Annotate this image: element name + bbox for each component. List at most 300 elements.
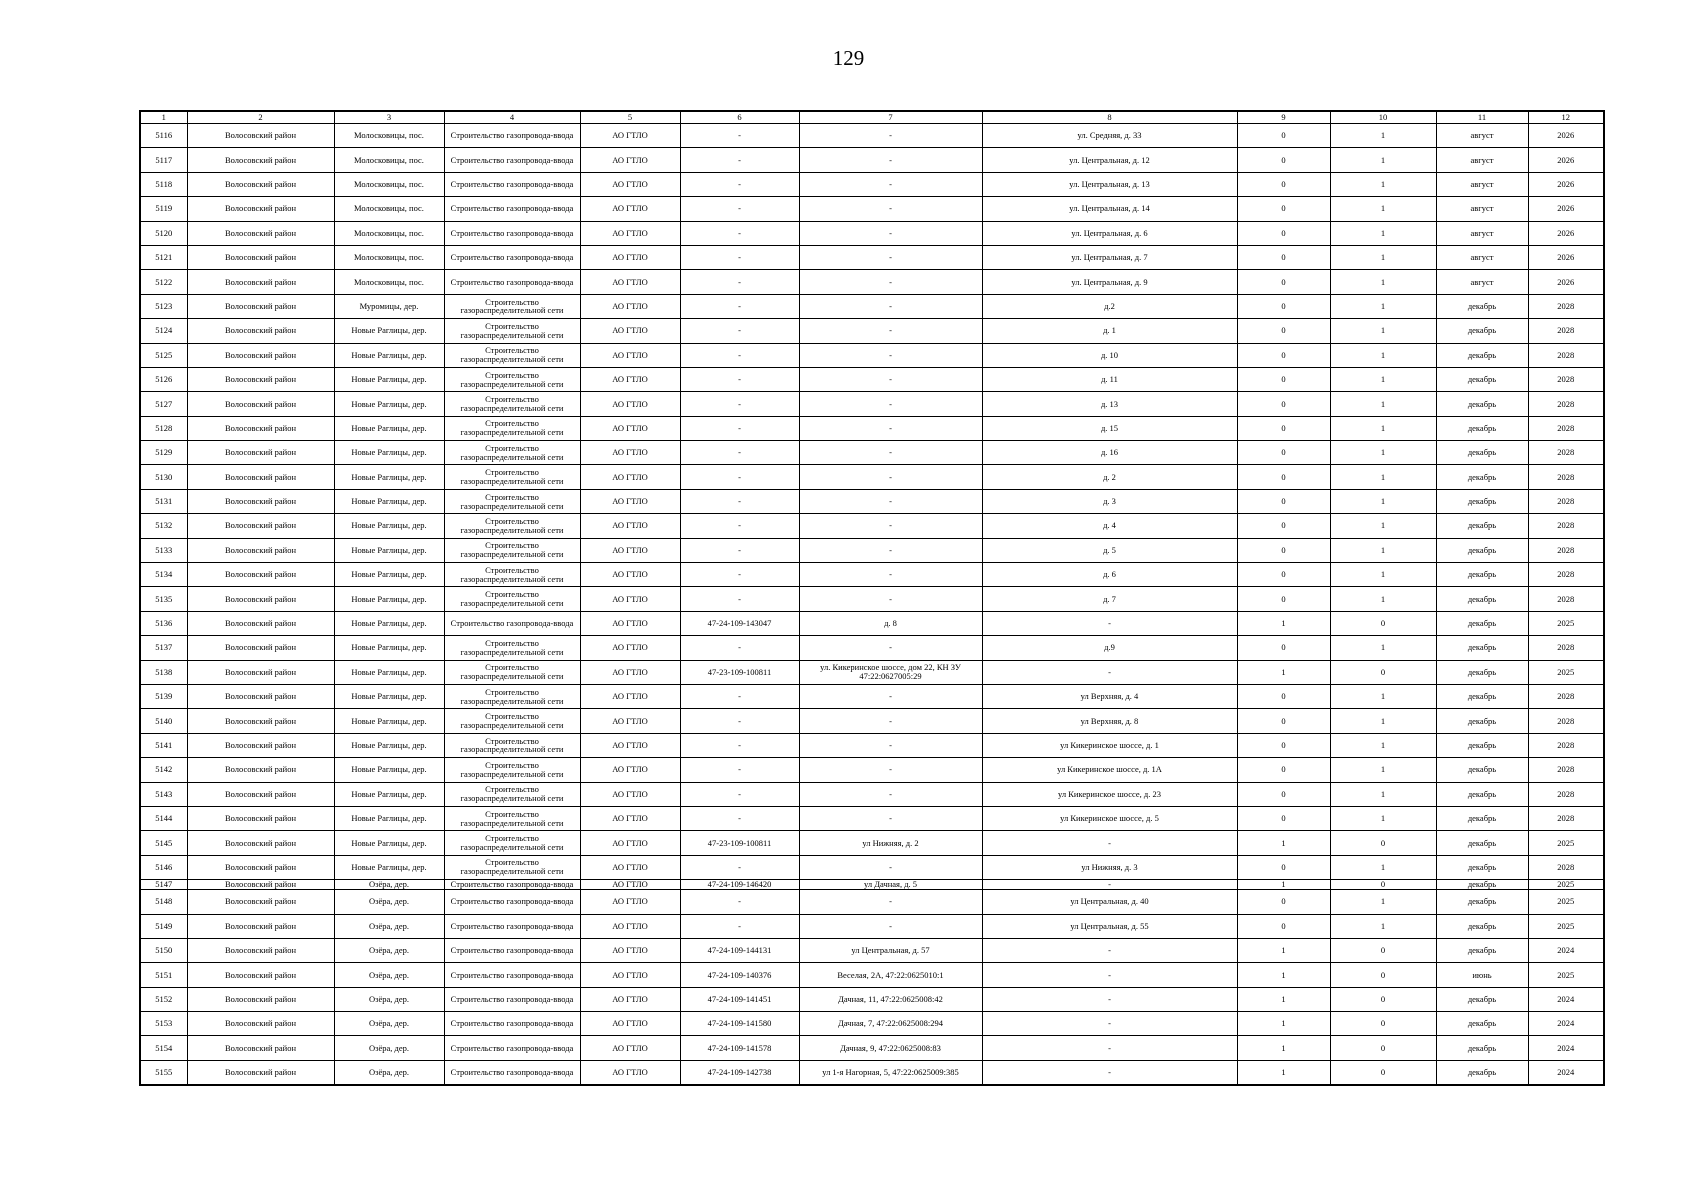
row-number-cell: 5124	[140, 319, 187, 343]
month-cell: декабрь	[1436, 538, 1528, 562]
district-cell: Волосовский район	[187, 197, 334, 221]
table-row	[140, 270, 1604, 294]
application-number-cell: 47-24-109-142738	[680, 1060, 799, 1084]
row-number-cell: 5152	[140, 987, 187, 1011]
application-number-cell: 47-24-109-146420	[680, 880, 799, 890]
month-cell: декабрь	[1436, 987, 1528, 1011]
application-number-cell: -	[680, 221, 799, 245]
table-row	[140, 890, 1604, 914]
month-cell: декабрь	[1436, 367, 1528, 391]
organization-cell: АО ГТЛО	[580, 514, 680, 538]
count-a-cell: 0	[1237, 245, 1330, 269]
application-number-cell: -	[680, 914, 799, 938]
table-row	[140, 831, 1604, 855]
row-number-cell: 5145	[140, 831, 187, 855]
object-address-cell: ул. Центральная, д. 6	[982, 221, 1237, 245]
address-cell: -	[799, 806, 982, 830]
table-row	[140, 563, 1604, 587]
application-number-cell: -	[680, 538, 799, 562]
address-cell: -	[799, 392, 982, 416]
object-address-cell: -	[982, 611, 1237, 635]
count-a-cell: 0	[1237, 343, 1330, 367]
month-cell: декабрь	[1436, 416, 1528, 440]
count-b-cell: 0	[1330, 963, 1436, 987]
year-cell: 2024	[1528, 987, 1604, 1011]
work-type-cell: Строительство газораспределительной сети	[444, 684, 580, 708]
work-type-cell: Строительство газораспределительной сети	[444, 782, 580, 806]
row-number-cell: 5153	[140, 1012, 187, 1036]
month-cell: декабрь	[1436, 636, 1528, 660]
count-a-cell: 0	[1237, 914, 1330, 938]
work-type-cell: Строительство газораспределительной сети	[444, 416, 580, 440]
row-number-cell: 5154	[140, 1036, 187, 1060]
year-cell: 2028	[1528, 441, 1604, 465]
district-cell: Волосовский район	[187, 684, 334, 708]
application-number-cell: -	[680, 514, 799, 538]
application-number-cell: -	[680, 416, 799, 440]
district-cell: Волосовский район	[187, 709, 334, 733]
month-cell: декабрь	[1436, 709, 1528, 733]
year-cell: 2025	[1528, 963, 1604, 987]
count-b-cell: 1	[1330, 636, 1436, 660]
column-header: 2	[187, 111, 334, 124]
row-number-cell: 5132	[140, 514, 187, 538]
column-header: 5	[580, 111, 680, 124]
month-cell: декабрь	[1436, 587, 1528, 611]
organization-cell: АО ГТЛО	[580, 758, 680, 782]
application-number-cell: 47-24-109-141451	[680, 987, 799, 1011]
year-cell: 2028	[1528, 416, 1604, 440]
count-a-cell: 0	[1237, 709, 1330, 733]
settlement-cell: Новые Раглицы, дер.	[334, 538, 444, 562]
count-b-cell: 1	[1330, 392, 1436, 416]
object-address-cell: -	[982, 1060, 1237, 1084]
settlement-cell: Молосковицы, пос.	[334, 221, 444, 245]
application-number-cell: 47-24-109-144131	[680, 938, 799, 962]
count-b-cell: 0	[1330, 660, 1436, 684]
organization-cell: АО ГТЛО	[580, 563, 680, 587]
object-address-cell: ул Кикеринское шоссе, д. 23	[982, 782, 1237, 806]
work-type-cell: Строительство газораспределительной сети	[444, 563, 580, 587]
settlement-cell: Новые Раглицы, дер.	[334, 367, 444, 391]
count-b-cell: 1	[1330, 709, 1436, 733]
settlement-cell: Новые Раглицы, дер.	[334, 709, 444, 733]
year-cell: 2025	[1528, 611, 1604, 635]
object-address-cell: д. 11	[982, 367, 1237, 391]
application-number-cell: -	[680, 684, 799, 708]
object-address-cell: -	[982, 1012, 1237, 1036]
row-number-cell: 5150	[140, 938, 187, 962]
work-type-cell: Строительство газопровода-ввода	[444, 914, 580, 938]
month-cell: декабрь	[1436, 684, 1528, 708]
work-type-cell: Строительство газораспределительной сети	[444, 660, 580, 684]
count-a-cell: 0	[1237, 782, 1330, 806]
count-b-cell: 1	[1330, 270, 1436, 294]
settlement-cell: Озёра, дер.	[334, 1036, 444, 1060]
count-b-cell: 0	[1330, 938, 1436, 962]
object-address-cell: ул Кикеринское шоссе, д. 5	[982, 806, 1237, 830]
table-row	[140, 441, 1604, 465]
settlement-cell: Новые Раглицы, дер.	[334, 489, 444, 513]
district-cell: Волосовский район	[187, 441, 334, 465]
count-a-cell: 1	[1237, 1036, 1330, 1060]
settlement-cell: Новые Раглицы, дер.	[334, 782, 444, 806]
table-row	[140, 880, 1604, 890]
work-type-cell: Строительство газораспределительной сети	[444, 489, 580, 513]
settlement-cell: Озёра, дер.	[334, 938, 444, 962]
object-address-cell: ул. Центральная, д. 7	[982, 245, 1237, 269]
count-a-cell: 0	[1237, 221, 1330, 245]
work-type-cell: Строительство газораспределительной сети	[444, 709, 580, 733]
application-number-cell: 47-23-109-100811	[680, 831, 799, 855]
organization-cell: АО ГТЛО	[580, 148, 680, 172]
settlement-cell: Молосковицы, пос.	[334, 172, 444, 196]
year-cell: 2028	[1528, 343, 1604, 367]
district-cell: Волосовский район	[187, 636, 334, 660]
address-cell: -	[799, 221, 982, 245]
application-number-cell: 47-24-109-140376	[680, 963, 799, 987]
district-cell: Волосовский район	[187, 514, 334, 538]
month-cell: декабрь	[1436, 441, 1528, 465]
count-b-cell: 1	[1330, 245, 1436, 269]
application-number-cell: -	[680, 890, 799, 914]
row-number-cell: 5144	[140, 806, 187, 830]
count-b-cell: 1	[1330, 806, 1436, 830]
year-cell: 2028	[1528, 563, 1604, 587]
count-b-cell: 1	[1330, 221, 1436, 245]
district-cell: Волосовский район	[187, 733, 334, 757]
district-cell: Волосовский район	[187, 416, 334, 440]
row-number-cell: 5141	[140, 733, 187, 757]
count-a-cell: 0	[1237, 392, 1330, 416]
settlement-cell: Новые Раглицы, дер.	[334, 733, 444, 757]
row-number-cell: 5155	[140, 1060, 187, 1084]
application-number-cell: -	[680, 441, 799, 465]
count-a-cell: 0	[1237, 890, 1330, 914]
object-address-cell: д. 7	[982, 587, 1237, 611]
count-a-cell: 0	[1237, 465, 1330, 489]
count-a-cell: 0	[1237, 684, 1330, 708]
organization-cell: АО ГТЛО	[580, 890, 680, 914]
month-cell: декабрь	[1436, 319, 1528, 343]
column-header: 6	[680, 111, 799, 124]
district-cell: Волосовский район	[187, 392, 334, 416]
settlement-cell: Новые Раглицы, дер.	[334, 416, 444, 440]
settlement-cell: Озёра, дер.	[334, 1060, 444, 1084]
count-b-cell: 1	[1330, 319, 1436, 343]
year-cell: 2025	[1528, 890, 1604, 914]
row-number-cell: 5125	[140, 343, 187, 367]
address-cell: -	[799, 245, 982, 269]
page-number: 129	[832, 46, 865, 70]
district-cell: Волосовский район	[187, 963, 334, 987]
register-table	[139, 110, 1605, 1086]
row-number-cell: 5129	[140, 441, 187, 465]
count-a-cell: 0	[1237, 636, 1330, 660]
work-type-cell: Строительство газораспределительной сети	[444, 392, 580, 416]
table-row	[140, 684, 1604, 708]
month-cell: декабрь	[1436, 1036, 1528, 1060]
object-address-cell: -	[982, 1036, 1237, 1060]
month-cell: декабрь	[1436, 294, 1528, 318]
application-number-cell: -	[680, 343, 799, 367]
work-type-cell: Строительство газопровода-ввода	[444, 270, 580, 294]
month-cell: декабрь	[1436, 855, 1528, 879]
row-number-cell: 5142	[140, 758, 187, 782]
district-cell: Волосовский район	[187, 124, 334, 148]
month-cell: август	[1436, 270, 1528, 294]
address-cell: -	[799, 172, 982, 196]
organization-cell: АО ГТЛО	[580, 245, 680, 269]
table-row	[140, 221, 1604, 245]
address-cell: -	[799, 855, 982, 879]
address-cell: -	[799, 367, 982, 391]
object-address-cell: ул Нижняя, д. 3	[982, 855, 1237, 879]
count-b-cell: 0	[1330, 831, 1436, 855]
address-cell: -	[799, 782, 982, 806]
row-number-cell: 5133	[140, 538, 187, 562]
address-cell: -	[799, 587, 982, 611]
district-cell: Волосовский район	[187, 660, 334, 684]
district-cell: Волосовский район	[187, 880, 334, 890]
table-row	[140, 124, 1604, 148]
count-b-cell: 1	[1330, 172, 1436, 196]
object-address-cell: -	[982, 963, 1237, 987]
district-cell: Волосовский район	[187, 172, 334, 196]
count-a-cell: 0	[1237, 563, 1330, 587]
object-address-cell: д. 10	[982, 343, 1237, 367]
year-cell: 2028	[1528, 806, 1604, 830]
object-address-cell: -	[982, 660, 1237, 684]
table-row	[140, 914, 1604, 938]
application-number-cell: 47-24-109-143047	[680, 611, 799, 635]
organization-cell: АО ГТЛО	[580, 660, 680, 684]
count-a-cell: 0	[1237, 733, 1330, 757]
application-number-cell: -	[680, 367, 799, 391]
application-number-cell: -	[680, 270, 799, 294]
settlement-cell: Озёра, дер.	[334, 987, 444, 1011]
row-number-cell: 5139	[140, 684, 187, 708]
row-number-cell: 5119	[140, 197, 187, 221]
object-address-cell: ул Кикеринское шоссе, д. 1	[982, 733, 1237, 757]
row-number-cell: 5151	[140, 963, 187, 987]
application-number-cell: -	[680, 392, 799, 416]
application-number-cell: -	[680, 733, 799, 757]
count-a-cell: 0	[1237, 172, 1330, 196]
object-address-cell: д. 5	[982, 538, 1237, 562]
settlement-cell: Новые Раглицы, дер.	[334, 831, 444, 855]
organization-cell: АО ГТЛО	[580, 611, 680, 635]
count-a-cell: 1	[1237, 1060, 1330, 1084]
settlement-cell: Озёра, дер.	[334, 880, 444, 890]
table-row	[140, 1060, 1604, 1084]
month-cell: декабрь	[1436, 758, 1528, 782]
work-type-cell: Строительство газораспределительной сети	[444, 441, 580, 465]
table-row	[140, 367, 1604, 391]
month-cell: декабрь	[1436, 938, 1528, 962]
row-number-cell: 5120	[140, 221, 187, 245]
table-row	[140, 489, 1604, 513]
row-number-cell: 5138	[140, 660, 187, 684]
application-number-cell: 47-24-109-141578	[680, 1036, 799, 1060]
address-cell: -	[799, 636, 982, 660]
count-a-cell: 0	[1237, 319, 1330, 343]
district-cell: Волосовский район	[187, 221, 334, 245]
count-a-cell: 0	[1237, 855, 1330, 879]
month-cell: декабрь	[1436, 1012, 1528, 1036]
object-address-cell: -	[982, 880, 1237, 890]
row-number-cell: 5118	[140, 172, 187, 196]
organization-cell: АО ГТЛО	[580, 538, 680, 562]
count-a-cell: 0	[1237, 416, 1330, 440]
settlement-cell: Новые Раглицы, дер.	[334, 855, 444, 879]
settlement-cell: Молосковицы, пос.	[334, 270, 444, 294]
district-cell: Волосовский район	[187, 806, 334, 830]
district-cell: Волосовский район	[187, 367, 334, 391]
district-cell: Волосовский район	[187, 611, 334, 635]
month-cell: июнь	[1436, 963, 1528, 987]
organization-cell: АО ГТЛО	[580, 1036, 680, 1060]
organization-cell: АО ГТЛО	[580, 319, 680, 343]
address-cell: ул Дачная, д. 5	[799, 880, 982, 890]
work-type-cell: Строительство газопровода-ввода	[444, 148, 580, 172]
count-b-cell: 1	[1330, 489, 1436, 513]
district-cell: Волосовский район	[187, 563, 334, 587]
table-row	[140, 343, 1604, 367]
row-number-cell: 5147	[140, 880, 187, 890]
object-address-cell: ул Верхняя, д. 4	[982, 684, 1237, 708]
settlement-cell: Новые Раглицы, дер.	[334, 587, 444, 611]
count-a-cell: 1	[1237, 611, 1330, 635]
work-type-cell: Строительство газопровода-ввода	[444, 938, 580, 962]
table-row	[140, 806, 1604, 830]
count-b-cell: 0	[1330, 611, 1436, 635]
address-cell: -	[799, 343, 982, 367]
settlement-cell: Озёра, дер.	[334, 963, 444, 987]
count-b-cell: 1	[1330, 416, 1436, 440]
work-type-cell: Строительство газопровода-ввода	[444, 1060, 580, 1084]
district-cell: Волосовский район	[187, 855, 334, 879]
application-number-cell: -	[680, 587, 799, 611]
settlement-cell: Новые Раглицы, дер.	[334, 563, 444, 587]
work-type-cell: Строительство газораспределительной сети	[444, 587, 580, 611]
district-cell: Волосовский район	[187, 587, 334, 611]
address-cell: Дачная, 11, 47:22:0625008:42	[799, 987, 982, 1011]
application-number-cell: -	[680, 489, 799, 513]
year-cell: 2028	[1528, 587, 1604, 611]
settlement-cell: Новые Раглицы, дер.	[334, 441, 444, 465]
application-number-cell: -	[680, 245, 799, 269]
application-number-cell: -	[680, 172, 799, 196]
count-b-cell: 0	[1330, 880, 1436, 890]
organization-cell: АО ГТЛО	[580, 221, 680, 245]
count-b-cell: 1	[1330, 465, 1436, 489]
year-cell: 2026	[1528, 221, 1604, 245]
address-cell: ул 1-я Нагорная, 5, 47:22:0625009:385	[799, 1060, 982, 1084]
count-a-cell: 0	[1237, 441, 1330, 465]
object-address-cell: д. 2	[982, 465, 1237, 489]
month-cell: декабрь	[1436, 1060, 1528, 1084]
address-cell: Дачная, 7, 47:22:0625008:294	[799, 1012, 982, 1036]
table-row	[140, 660, 1604, 684]
address-cell: -	[799, 124, 982, 148]
settlement-cell: Новые Раглицы, дер.	[334, 611, 444, 635]
application-number-cell: -	[680, 197, 799, 221]
table-row	[140, 611, 1604, 635]
work-type-cell: Строительство газораспределительной сети	[444, 343, 580, 367]
month-cell: декабрь	[1436, 611, 1528, 635]
year-cell: 2028	[1528, 465, 1604, 489]
row-number-cell: 5137	[140, 636, 187, 660]
work-type-cell: Строительство газораспределительной сети	[444, 831, 580, 855]
month-cell: декабрь	[1436, 465, 1528, 489]
work-type-cell: Строительство газораспределительной сети	[444, 465, 580, 489]
column-header: 1	[140, 111, 187, 124]
settlement-cell: Новые Раглицы, дер.	[334, 806, 444, 830]
count-b-cell: 0	[1330, 1012, 1436, 1036]
application-number-cell: -	[680, 806, 799, 830]
address-cell: -	[799, 563, 982, 587]
work-type-cell: Строительство газопровода-ввода	[444, 890, 580, 914]
district-cell: Волосовский район	[187, 343, 334, 367]
application-number-cell: -	[680, 758, 799, 782]
work-type-cell: Строительство газораспределительной сети	[444, 538, 580, 562]
table-row	[140, 294, 1604, 318]
address-cell: -	[799, 465, 982, 489]
month-cell: декабрь	[1436, 914, 1528, 938]
month-cell: август	[1436, 172, 1528, 196]
year-cell: 2028	[1528, 636, 1604, 660]
district-cell: Волосовский район	[187, 1036, 334, 1060]
district-cell: Волосовский район	[187, 1012, 334, 1036]
year-cell: 2026	[1528, 245, 1604, 269]
organization-cell: АО ГТЛО	[580, 733, 680, 757]
address-cell: -	[799, 148, 982, 172]
district-cell: Волосовский район	[187, 782, 334, 806]
work-type-cell: Строительство газораспределительной сети	[444, 319, 580, 343]
settlement-cell: Новые Раглицы, дер.	[334, 684, 444, 708]
district-cell: Волосовский район	[187, 148, 334, 172]
work-type-cell: Строительство газораспределительной сети	[444, 806, 580, 830]
district-cell: Волосовский район	[187, 319, 334, 343]
settlement-cell: Новые Раглицы, дер.	[334, 343, 444, 367]
work-type-cell: Строительство газопровода-ввода	[444, 1012, 580, 1036]
settlement-cell: Молосковицы, пос.	[334, 197, 444, 221]
settlement-cell: Озёра, дер.	[334, 890, 444, 914]
organization-cell: АО ГТЛО	[580, 855, 680, 879]
count-a-cell: 1	[1237, 987, 1330, 1011]
column-header: 8	[982, 111, 1237, 124]
district-cell: Волосовский район	[187, 987, 334, 1011]
work-type-cell: Строительство газопровода-ввода	[444, 221, 580, 245]
work-type-cell: Строительство газораспределительной сети	[444, 367, 580, 391]
settlement-cell: Новые Раглицы, дер.	[334, 758, 444, 782]
row-number-cell: 5134	[140, 563, 187, 587]
object-address-cell: д. 13	[982, 392, 1237, 416]
year-cell: 2025	[1528, 914, 1604, 938]
year-cell: 2024	[1528, 938, 1604, 962]
application-number-cell: -	[680, 563, 799, 587]
organization-cell: АО ГТЛО	[580, 831, 680, 855]
month-cell: декабрь	[1436, 392, 1528, 416]
table-row	[140, 733, 1604, 757]
count-a-cell: 0	[1237, 148, 1330, 172]
year-cell: 2024	[1528, 1036, 1604, 1060]
year-cell: 2024	[1528, 1060, 1604, 1084]
organization-cell: АО ГТЛО	[580, 197, 680, 221]
district-cell: Волосовский район	[187, 465, 334, 489]
year-cell: 2028	[1528, 538, 1604, 562]
